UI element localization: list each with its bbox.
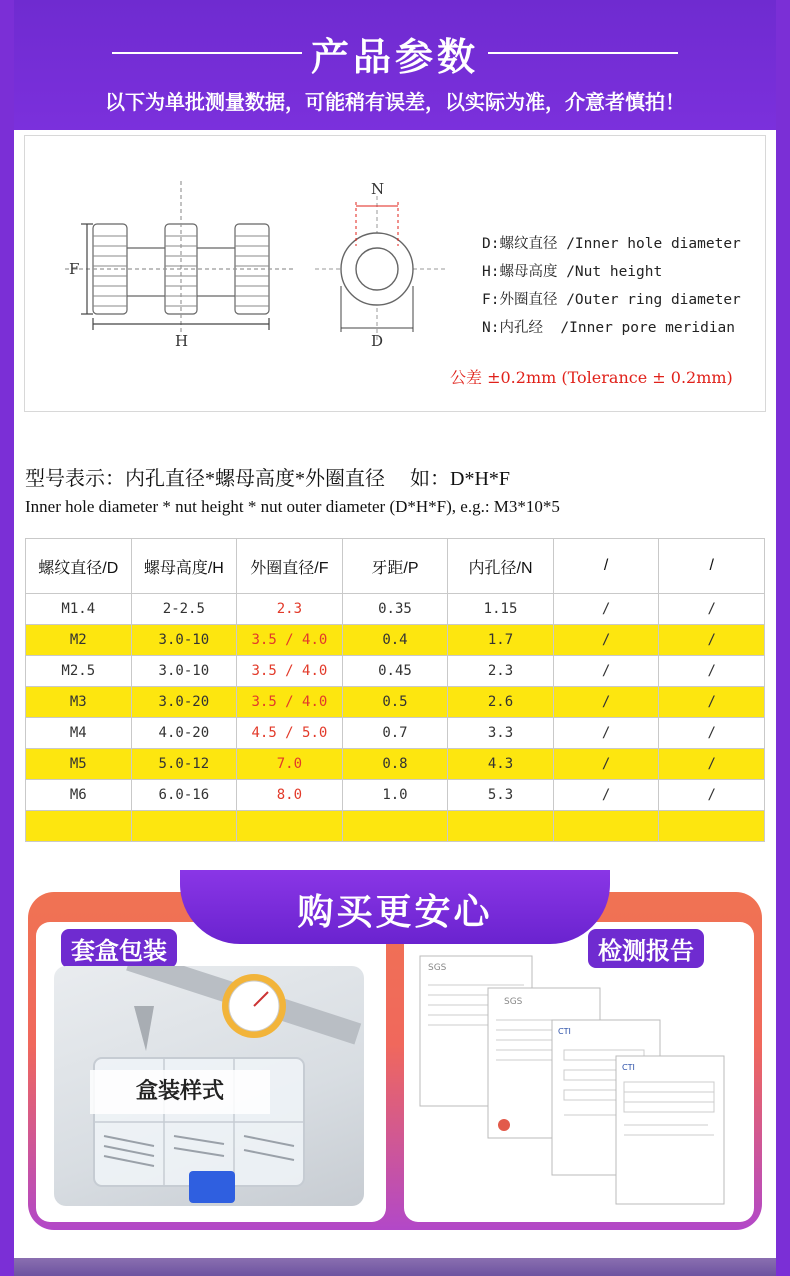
frame-right bbox=[776, 0, 790, 1276]
table-cell: 1.15 bbox=[448, 594, 554, 625]
dim-f-label: F bbox=[69, 260, 80, 278]
table-cell: / bbox=[553, 718, 659, 749]
table-cell: M1.4 bbox=[26, 594, 132, 625]
tolerance-note: 公差 ±0.2mm (Tolerance ± 0.2mm) bbox=[450, 368, 733, 387]
table-cell: / bbox=[659, 749, 765, 780]
bottom-strip bbox=[14, 1258, 776, 1276]
header-banner bbox=[0, 0, 790, 130]
table-row bbox=[26, 811, 765, 842]
table-cell: / bbox=[553, 625, 659, 656]
dim-d-label: D bbox=[371, 332, 384, 350]
assurance-title: 购买更安心 bbox=[297, 892, 493, 933]
table-cell bbox=[237, 811, 343, 842]
table-header-cell: 内孔径/N bbox=[448, 539, 554, 594]
table-cell: 4.0-20 bbox=[131, 718, 237, 749]
model-format-cn: 型号表示：内孔直径*螺母高度*外圈直径 如：D*H*F bbox=[25, 468, 511, 490]
table-cell: 3.0-10 bbox=[131, 625, 237, 656]
report-label: 检测报告 bbox=[586, 927, 706, 970]
table-cell: / bbox=[659, 656, 765, 687]
buy-assurance-section bbox=[28, 870, 762, 1265]
table-cell: 5.3 bbox=[448, 780, 554, 811]
legend-item: N:内孔经 /Inner pore meridian bbox=[482, 320, 736, 336]
table-cell: 0.35 bbox=[342, 594, 448, 625]
table-row bbox=[26, 687, 765, 718]
table-cell: 0.7 bbox=[342, 718, 448, 749]
table-cell: 5.0-12 bbox=[131, 749, 237, 780]
page-subtitle: 以下为单批测量数据，可能稍有误差，以实际为准，介意者慎拍！ bbox=[105, 90, 685, 114]
table-cell: M5 bbox=[26, 749, 132, 780]
table-header-cell: / bbox=[553, 539, 659, 594]
packaging-label: 套盒包装 bbox=[59, 927, 179, 970]
report-documents bbox=[28, 870, 762, 1265]
doc-logo: CTI bbox=[622, 1063, 635, 1072]
table-cell bbox=[131, 811, 237, 842]
table-cell: / bbox=[553, 749, 659, 780]
table-cell: 2.3 bbox=[448, 656, 554, 687]
legend-item: D:螺纹直径 /Inner hole diameter bbox=[482, 236, 741, 252]
table-cell: / bbox=[659, 594, 765, 625]
table-cell bbox=[553, 811, 659, 842]
table-cell: 2-2.5 bbox=[131, 594, 237, 625]
table-cell: 3.5 / 4.0 bbox=[237, 656, 343, 687]
front-view bbox=[315, 196, 445, 341]
table-header-cell: / bbox=[659, 539, 765, 594]
table-row bbox=[26, 718, 765, 749]
table-header-cell: 外圈直径/F bbox=[237, 539, 343, 594]
model-format-en: Inner hole diameter * nut height * nut outer diameter (D*H*F), e.g.: M3*10*5 bbox=[25, 497, 560, 516]
table-row bbox=[26, 749, 765, 780]
table-cell: 4.5 / 5.0 bbox=[237, 718, 343, 749]
table-header-cell: 螺纹直径/D bbox=[26, 539, 132, 594]
table-row bbox=[26, 656, 765, 687]
table-cell: 3.5 / 4.0 bbox=[237, 625, 343, 656]
table-cell bbox=[448, 811, 554, 842]
legend-item: H:螺母高度 /Nut height bbox=[482, 264, 663, 280]
dimension-legend bbox=[482, 230, 741, 342]
table-cell: 8.0 bbox=[237, 780, 343, 811]
table-cell: M4 bbox=[26, 718, 132, 749]
table-cell: / bbox=[553, 687, 659, 718]
table-cell: / bbox=[659, 687, 765, 718]
table-cell: 3.0-10 bbox=[131, 656, 237, 687]
table-cell: 2.6 bbox=[448, 687, 554, 718]
table-cell: 0.5 bbox=[342, 687, 448, 718]
table-cell: 2.3 bbox=[237, 594, 343, 625]
table-cell: 7.0 bbox=[237, 749, 343, 780]
table-cell: M2 bbox=[26, 625, 132, 656]
legend-item: F:外圈直径 /Outer ring diameter bbox=[482, 292, 741, 308]
table-cell: 0.8 bbox=[342, 749, 448, 780]
table-cell bbox=[26, 811, 132, 842]
table-cell: 0.4 bbox=[342, 625, 448, 656]
table-cell: / bbox=[659, 780, 765, 811]
table-cell: M3 bbox=[26, 687, 132, 718]
table-cell bbox=[342, 811, 448, 842]
table-cell: 6.0-16 bbox=[131, 780, 237, 811]
table-cell: 4.3 bbox=[448, 749, 554, 780]
table-cell: 1.7 bbox=[448, 625, 554, 656]
table-cell: / bbox=[659, 625, 765, 656]
table-header-cell: 牙距/P bbox=[342, 539, 448, 594]
table-cell: M2.5 bbox=[26, 656, 132, 687]
table-header-row bbox=[26, 539, 765, 594]
side-view bbox=[65, 181, 295, 336]
table-cell: / bbox=[553, 656, 659, 687]
doc-logo: CTI bbox=[558, 1027, 571, 1036]
dim-h-label: H bbox=[175, 332, 189, 350]
table-row bbox=[26, 594, 765, 625]
dim-n-label: N bbox=[371, 180, 385, 198]
page-title: 产品参数 bbox=[310, 35, 479, 79]
table-row bbox=[26, 625, 765, 656]
frame-left bbox=[0, 0, 14, 1276]
box-style-caption: 盒装样式 bbox=[90, 1070, 270, 1114]
table-cell: / bbox=[553, 594, 659, 625]
doc-logo: SGS bbox=[504, 997, 523, 1007]
table-row bbox=[26, 780, 765, 811]
table-cell: 1.0 bbox=[342, 780, 448, 811]
table-cell: / bbox=[553, 780, 659, 811]
table-cell bbox=[659, 811, 765, 842]
table-cell: 3.5 / 4.0 bbox=[237, 687, 343, 718]
table-cell: M6 bbox=[26, 780, 132, 811]
table-cell: 3.3 bbox=[448, 718, 554, 749]
report-doc bbox=[616, 1056, 724, 1204]
table-cell: 0.45 bbox=[342, 656, 448, 687]
spec-table bbox=[25, 538, 765, 842]
doc-logo: SGS bbox=[428, 963, 447, 973]
table-header-cell: 螺母高度/H bbox=[131, 539, 237, 594]
table-cell: 3.0-20 bbox=[131, 687, 237, 718]
table-cell: / bbox=[659, 718, 765, 749]
